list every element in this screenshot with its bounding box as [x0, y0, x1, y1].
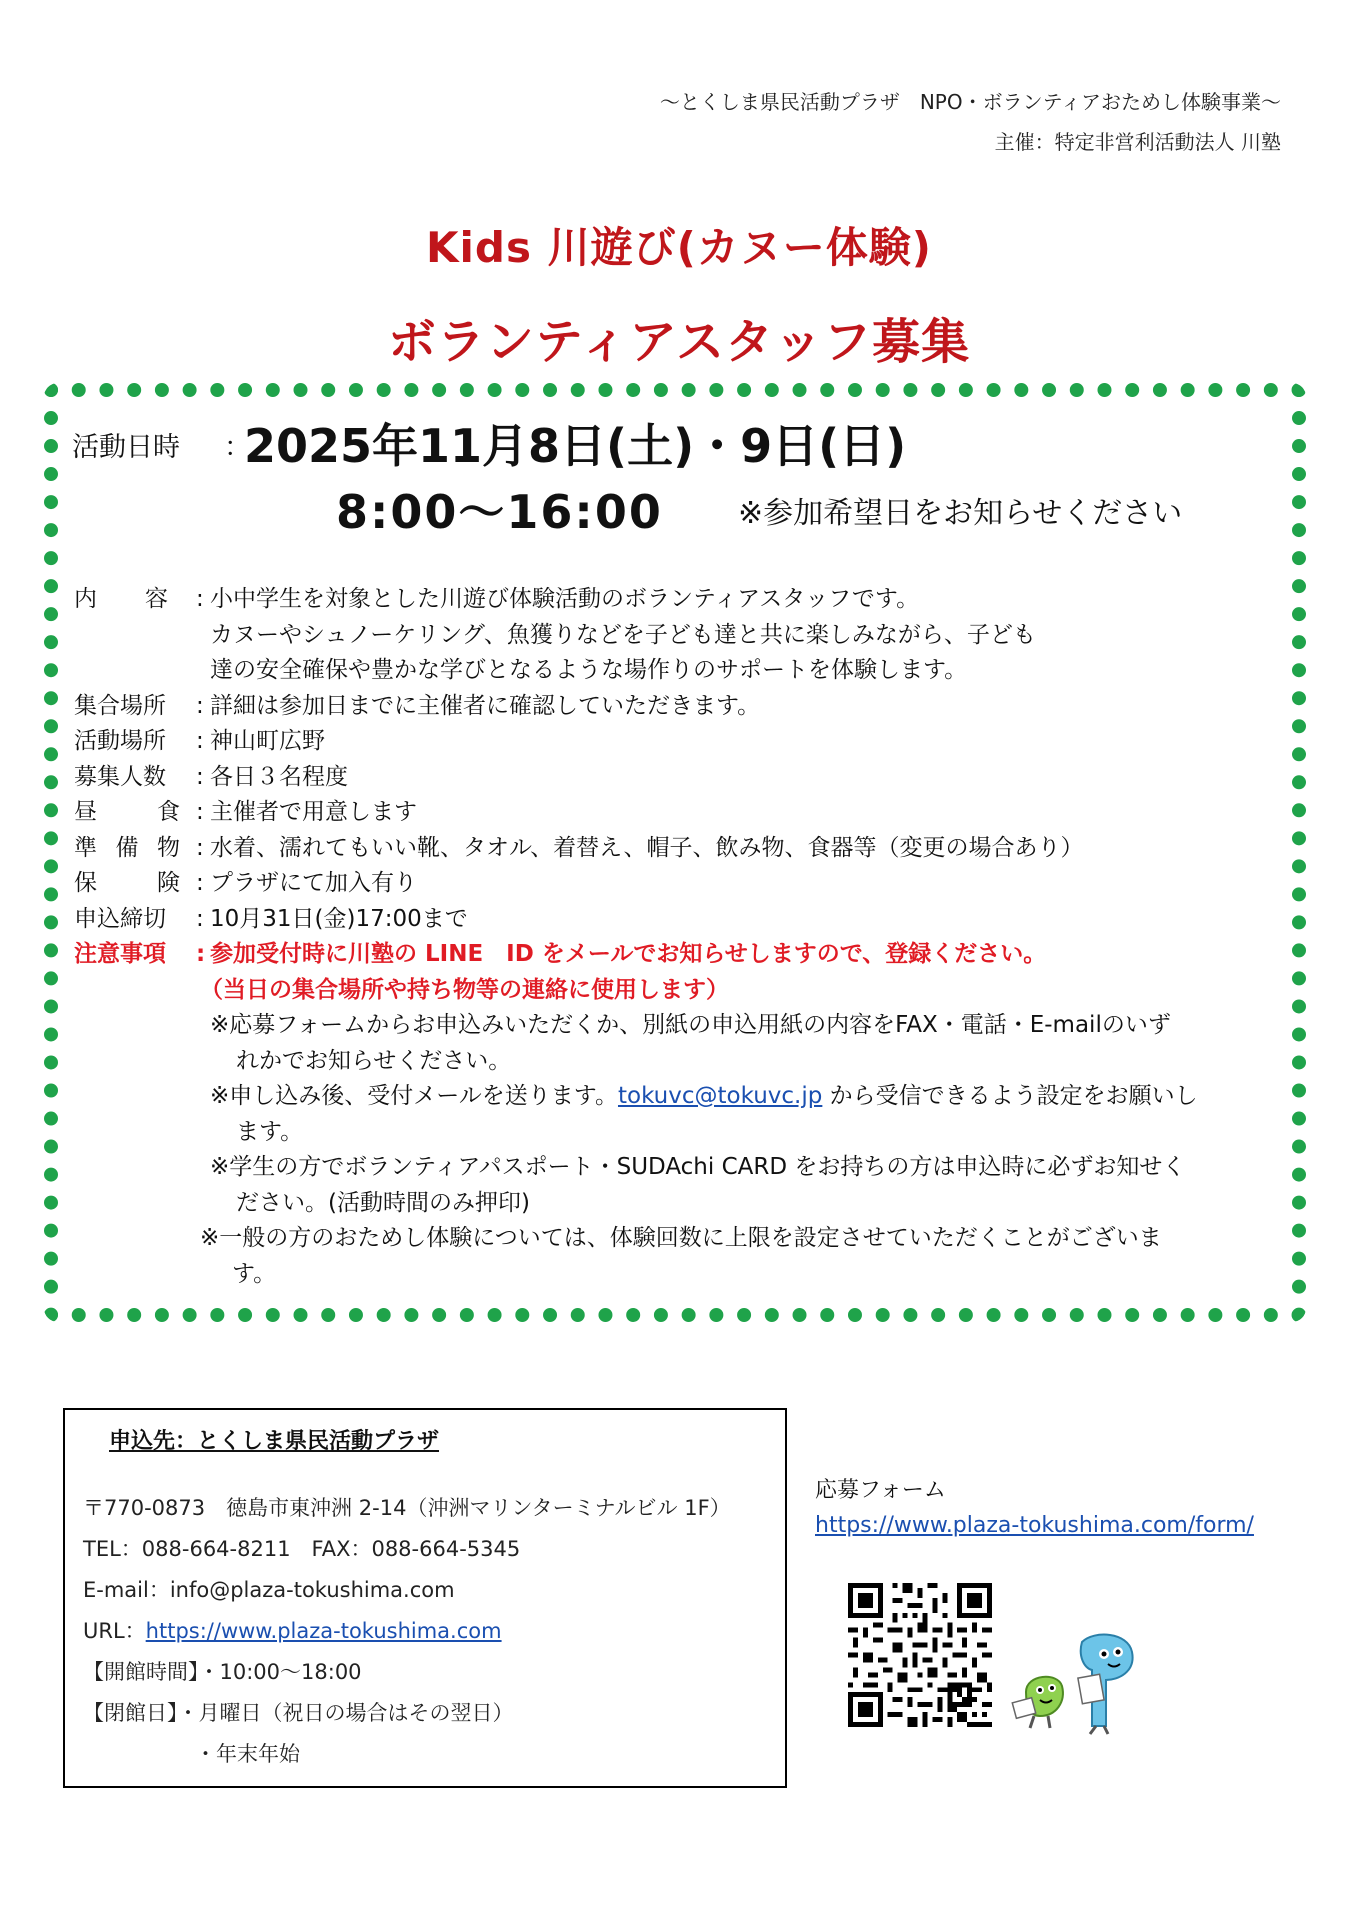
content-label: 内 容 — [74, 586, 168, 612]
header-program: ～とくしま県民活動プラザ NPO・ボランティアおためし体験事業～ — [659, 90, 1281, 114]
lunch-label: 昼 食 — [74, 799, 180, 825]
note-limit-cont: す。 — [232, 1260, 277, 1287]
contact-closed: 【閉館日】・月曜日（祝日の場合はその翌日） — [83, 1701, 514, 1725]
contact-phone: TEL：088-664-8211 FAX：088-664-5345 — [83, 1537, 521, 1561]
plaza-url-link[interactable]: https://www.plaza-tokushima.com — [145, 1619, 502, 1643]
note-email-cont: ます。 — [236, 1118, 304, 1145]
insurance-value: プラザにて加入有り — [210, 870, 417, 896]
contact-hours: 【開館時間】・10:00～18:00 — [83, 1660, 362, 1684]
content-value: 小中学生を対象とした川遊び体験活動のボランティアスタッフです。 — [210, 586, 920, 612]
note-passport: ※学生の方でボランティアパスポート・SUDAchi CARD をお持ちの方は申込時に必ずお知せく — [210, 1154, 1186, 1180]
contact-email: E-mail：info@plaza-tokushima.com — [83, 1578, 455, 1602]
capacity-label: 募集人数 — [74, 763, 166, 790]
qr-code[interactable] — [848, 1575, 992, 1735]
meeting-row: 集合場所 : 詳細は参加日までに主催者に確認していただきます。 — [74, 689, 1294, 725]
lunch-value: 主催者で用意します — [210, 799, 417, 825]
note-passport-cont: ださい。(活動時間のみ押印) — [236, 1189, 530, 1216]
content-line-3: 達の安全確保や豊かな学びとなるような場作りのサポートを体験します。 — [210, 657, 968, 683]
schedule-label: 活動日時 — [72, 432, 180, 463]
place-row: 活動場所 : 神山町広野 — [74, 724, 1294, 760]
form-url-link[interactable]: https://www.plaza-tokushima.com/form/ — [815, 1513, 1254, 1538]
notice-line-2: （当日の集合場所や持ち物等の連絡に使用します） — [200, 976, 729, 1003]
schedule-date: 2025年11月8日(土)・9日(日) — [244, 419, 907, 473]
meeting-label: 集合場所 — [74, 692, 166, 719]
title-main: Kids 川遊び(カヌー体験) — [425, 223, 933, 272]
notice-row: 注意事項 : 参加受付時に川塾の LINE ID をメールでお知らせしますので、登録ください。 — [74, 937, 1294, 973]
details-section — [74, 582, 1294, 1292]
notice-label: 注意事項 — [74, 941, 166, 967]
receipt-email-link[interactable]: tokuvc@tokuvc.jp — [617, 1083, 823, 1109]
note-limit: ※一般の方のおためし体験については、体験回数に上限を設定させていただくことがございま — [200, 1225, 1162, 1251]
note-form: ※応募フォームからお申込みいただくか、別紙の申込用紙の内容をFAX・電話・E-mailのいず — [210, 1012, 1171, 1038]
title-sub: ボランティアスタッフ募集 — [387, 314, 971, 370]
contact-address: 〒770-0873 徳島市東沖洲 2-14（沖洲マリンターミナルビル 1F） — [83, 1496, 731, 1520]
meeting-value: 詳細は参加日までに主催者に確認していただきます。 — [210, 692, 761, 719]
note-form-cont: れかでお知らせください。 — [236, 1047, 512, 1074]
deadline-row: 申込締切 : 10月31日(金)17:00まで — [74, 902, 1294, 938]
deadline-value: 10月31日(金)17:00まで — [210, 905, 468, 932]
plaza-mascot-icon — [1010, 1630, 1150, 1740]
content-row: 内 容 : 小中学生を対象とした川遊び体験活動のボランティアスタッフです。 — [74, 582, 1294, 618]
lunch-row: 昼 食 : 主催者で用意します — [74, 795, 1294, 831]
contact-box — [63, 1408, 787, 1788]
schedule-time: 8:00～16:00 — [336, 485, 663, 539]
contact-url-row: URL：https://www.plaza-tokushima.com — [83, 1619, 502, 1643]
place-value: 神山町広野 — [210, 728, 325, 754]
contact-heading: 申込先：とくしま県民活動プラザ — [109, 1429, 440, 1454]
capacity-row: 募集人数 : 各日３名程度 — [74, 760, 1294, 796]
form-label: 応募フォーム — [815, 1478, 946, 1503]
contact-closed-2: ・年末年始 — [195, 1742, 300, 1766]
note-email: ※申し込み後、受付メールを送ります。tokuvc@tokuvc.jp から受信できるよう設定をお願いし — [210, 1083, 1198, 1109]
items-row: 準 備 物 : 水着、濡れてもいい靴、タオル、着替え、帽子、飲み物、食器等（変更の場合あり） — [74, 831, 1294, 867]
notice-value: 参加受付時に川塾の LINE ID をメールでお知らせしますので、登録ください。 — [210, 941, 1047, 967]
contact-details — [83, 1488, 731, 1775]
schedule-colon: ： — [224, 432, 251, 463]
schedule-note: ※参加希望日をお知らせください — [738, 496, 1183, 531]
capacity-value: 各日３名程度 — [210, 763, 348, 790]
items-value: 水着、濡れてもいい靴、タオル、着替え、帽子、飲み物、食器等（変更の場合あり） — [210, 834, 1084, 861]
content-line-2: カヌーやシュノーケリング、魚獲りなどを子ども達と共に楽しみながら、子ども — [210, 621, 1036, 648]
header-organizer: 主催：特定非営利活動法人 川塾 — [994, 130, 1281, 154]
deadline-label: 申込締切 — [74, 905, 166, 932]
place-label: 活動場所 — [74, 728, 166, 754]
insurance-row: 保 険 : プラザにて加入有り — [74, 866, 1294, 902]
items-label: 準 備 物 — [74, 834, 180, 861]
insurance-label: 保 険 — [74, 870, 180, 896]
